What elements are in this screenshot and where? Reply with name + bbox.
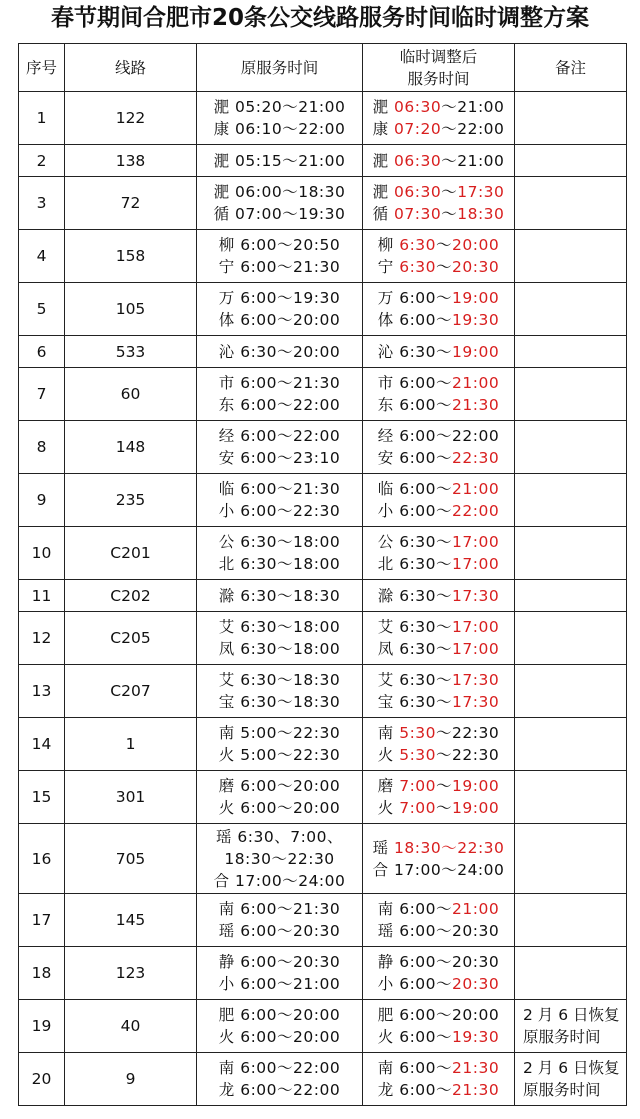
header-adjusted-line2: 服务时间: [407, 69, 470, 88]
note-cell: [515, 665, 627, 718]
time-text: 肥 6:00～20:00: [377, 1006, 500, 1024]
header-adjusted-line1: 临时调整后: [399, 47, 478, 66]
changed-time: 20:00: [452, 236, 500, 254]
original-time-line: 北 6:30～18:00: [218, 555, 341, 573]
header-route: 线路: [65, 44, 197, 92]
changed-time: 18:30～22:30: [394, 838, 505, 857]
table-row: [19, 230, 627, 283]
adjusted-time-line: [363, 669, 514, 691]
adjusted-time-line: [363, 898, 514, 920]
adjusted-time-line: [363, 722, 514, 744]
table-row: [19, 894, 627, 947]
time-text: ～: [436, 799, 453, 817]
original-time-cell: [197, 1053, 363, 1106]
adjusted-time-cell: [363, 177, 515, 230]
changed-time: 21:00: [452, 480, 500, 498]
time-text: 火 6:00～: [377, 1028, 453, 1046]
adjusted-time-line: [363, 744, 514, 766]
original-time-line: 小 6:00～21:00: [218, 975, 341, 993]
time-text: 凤 6:30～: [377, 640, 453, 658]
original-time-cell: [197, 336, 363, 368]
row-number: 1: [19, 92, 65, 145]
changed-time: 6:30: [399, 258, 437, 276]
time-text: 淝: [372, 98, 395, 116]
route-number: C202: [65, 580, 197, 612]
table-row: [19, 1000, 627, 1053]
time-text: 北 6:30～: [377, 555, 453, 573]
changed-time: 7:00: [399, 777, 437, 795]
time-text: 小 6:00～: [377, 975, 453, 993]
table-row: [19, 92, 627, 145]
original-time-cell: [197, 474, 363, 527]
changed-time: 5:30: [399, 724, 437, 742]
time-text: 循: [372, 205, 395, 223]
original-time-cell: [197, 580, 363, 612]
page-title: 春节期间合肥市20条公交线路服务时间临时调整方案: [50, 5, 589, 31]
table-row: [19, 368, 627, 421]
changed-time: 07:30: [394, 205, 442, 223]
table-row: [19, 145, 627, 177]
original-time-line: 淝 05:20～21:00: [213, 98, 346, 116]
original-time-line: 艾 6:30～18:30: [218, 671, 341, 689]
adjusted-time-cell: [363, 92, 515, 145]
table-row: [19, 580, 627, 612]
original-time-line: 静 6:00～20:30: [218, 953, 341, 971]
adjusted-time-line: [363, 1026, 514, 1048]
adjusted-time-line: [363, 691, 514, 713]
adjusted-time-line: [363, 859, 514, 881]
adjusted-time-line: [363, 287, 514, 309]
original-time-cell: [197, 527, 363, 580]
route-number: 145: [65, 894, 197, 947]
note-cell: [515, 92, 627, 145]
row-number: 5: [19, 283, 65, 336]
note-line: 原服务时间: [523, 1028, 601, 1046]
original-time-line: 火 5:00～22:30: [218, 746, 341, 764]
original-time-line: 安 6:00～23:10: [218, 449, 341, 467]
adjusted-time-line: [363, 203, 514, 225]
adjusted-time-line: [363, 256, 514, 278]
time-text: 磨: [377, 777, 400, 795]
time-text: 滁 6:30～: [377, 586, 453, 605]
adjusted-time-line: [363, 372, 514, 394]
original-time-cell: [197, 92, 363, 145]
table-row: [19, 474, 627, 527]
schedule-table: [18, 43, 627, 1106]
original-time-line: 南 6:00～22:00: [218, 1059, 341, 1077]
route-number: 148: [65, 421, 197, 474]
note-cell: [515, 145, 627, 177]
adjusted-time-cell: [363, 368, 515, 421]
time-text: ～: [436, 236, 453, 254]
time-text: 合 17:00～24:00: [372, 860, 505, 879]
changed-time: 19:30: [452, 311, 500, 329]
note-cell: [515, 771, 627, 824]
time-text: ～22:00: [441, 120, 505, 138]
changed-time: 20:30: [452, 975, 500, 993]
changed-time: 17:30: [452, 693, 500, 711]
original-time-line: 肥 6:00～20:00: [218, 1006, 341, 1024]
original-time-line: 小 6:00～22:30: [218, 502, 341, 520]
original-time-cell: [197, 612, 363, 665]
adjusted-time-cell: [363, 230, 515, 283]
adjusted-time-line: [363, 973, 514, 995]
original-time-line: 磨 6:00～20:00: [218, 777, 341, 795]
row-number: 3: [19, 177, 65, 230]
time-text: 市 6:00～: [377, 374, 453, 392]
original-time-line: 经 6:00～22:00: [218, 427, 341, 445]
row-number: 4: [19, 230, 65, 283]
time-text: 小 6:00～: [377, 502, 453, 520]
changed-time: 07:20: [394, 120, 442, 138]
adjusted-time-line: [363, 234, 514, 256]
changed-time: 21:00: [452, 374, 500, 392]
row-number: 20: [19, 1053, 65, 1106]
changed-time: 19:00: [452, 799, 500, 817]
original-time-cell: [197, 894, 363, 947]
original-time-line: 康 06:10～22:00: [213, 120, 346, 138]
adjusted-time-cell: [363, 1000, 515, 1053]
row-number: 16: [19, 824, 65, 894]
original-time-line: 南 5:00～22:30: [218, 724, 341, 742]
adjusted-time-cell: [363, 824, 515, 894]
changed-time: 19:00: [452, 342, 500, 361]
route-number: 301: [65, 771, 197, 824]
route-number: 1: [65, 718, 197, 771]
time-text: 火: [377, 799, 400, 817]
adjusted-time-line: [363, 585, 514, 607]
row-number: 9: [19, 474, 65, 527]
note-cell: [515, 230, 627, 283]
original-time-line: 宁 6:00～21:30: [218, 258, 341, 276]
changed-time: 17:30: [452, 586, 500, 605]
adjusted-time-cell: [363, 336, 515, 368]
note-cell: [515, 612, 627, 665]
adjusted-time-line: [363, 797, 514, 819]
changed-time: 20:30: [452, 258, 500, 276]
original-time-cell: [197, 824, 363, 894]
adjusted-time-line: [363, 775, 514, 797]
original-time-line: 淝 05:15～21:00: [213, 151, 346, 170]
row-number: 12: [19, 612, 65, 665]
time-text: 瑶: [372, 838, 395, 857]
adjusted-time-cell: [363, 527, 515, 580]
changed-time: 17:30: [457, 183, 505, 201]
original-time-cell: [197, 283, 363, 336]
table-row: [19, 336, 627, 368]
row-number: 18: [19, 947, 65, 1000]
original-time-line: 南 6:00～21:30: [218, 900, 341, 918]
row-number: 19: [19, 1000, 65, 1053]
adjusted-time-line: [363, 309, 514, 331]
original-time-line: 公 6:30～18:00: [218, 533, 341, 551]
original-time-line: 艾 6:30～18:00: [218, 618, 341, 636]
original-time-line: 柳 6:00～20:50: [218, 236, 341, 254]
changed-time: 21:30: [452, 1059, 500, 1077]
table-row: [19, 771, 627, 824]
table-row: [19, 947, 627, 1000]
time-text: 南 6:00～: [377, 1059, 453, 1077]
note-line: 2 月 6 日恢复: [523, 1006, 620, 1024]
original-time-cell: [197, 368, 363, 421]
route-number: 40: [65, 1000, 197, 1053]
original-time-cell: [197, 230, 363, 283]
adjusted-time-line: [363, 553, 514, 575]
note-cell: [515, 177, 627, 230]
time-text: 艾 6:30～: [377, 618, 453, 636]
changed-time: 7:00: [399, 799, 437, 817]
adjusted-time-line: [363, 920, 514, 942]
table-row: [19, 177, 627, 230]
adjusted-time-line: [363, 394, 514, 416]
adjusted-time-line: [363, 951, 514, 973]
adjusted-time-cell: [363, 665, 515, 718]
original-time-line: 火 6:00～20:00: [218, 799, 341, 817]
time-text: 静 6:00～20:30: [377, 953, 500, 971]
changed-time: 17:30: [452, 671, 500, 689]
time-text: 南: [377, 724, 400, 742]
note-cell: [515, 283, 627, 336]
table-row: [19, 527, 627, 580]
note-cell: [515, 718, 627, 771]
time-text: 公 6:30～: [377, 533, 453, 551]
changed-time: 21:00: [452, 900, 500, 918]
original-time-line: 体 6:00～20:00: [218, 311, 341, 329]
adjusted-time-cell: [363, 474, 515, 527]
time-text: ～22:30: [436, 746, 500, 764]
original-time-line: 东 6:00～22:00: [218, 396, 341, 414]
time-text: 龙 6:00～: [377, 1081, 453, 1099]
adjusted-time-line: [363, 341, 514, 363]
adjusted-time-line: [363, 616, 514, 638]
adjusted-time-line: [363, 118, 514, 140]
changed-time: 19:30: [452, 1028, 500, 1046]
route-number: C207: [65, 665, 197, 718]
original-time-line: 循 07:00～19:30: [213, 205, 346, 223]
table-row: [19, 718, 627, 771]
adjusted-time-cell: [363, 612, 515, 665]
note-cell: [515, 474, 627, 527]
changed-time: 22:30: [452, 449, 500, 467]
time-text: 柳: [377, 236, 400, 254]
route-number: 138: [65, 145, 197, 177]
route-number: 72: [65, 177, 197, 230]
header-no: 序号: [19, 44, 65, 92]
original-time-cell: [197, 947, 363, 1000]
header-row: [19, 44, 627, 92]
changed-time: 06:30: [394, 98, 442, 116]
note-cell: [515, 580, 627, 612]
time-text: 淝: [372, 183, 395, 201]
header-original-time: 原服务时间: [197, 44, 363, 92]
note-cell: [515, 421, 627, 474]
header-adjusted-time: [363, 44, 515, 92]
table-row: [19, 612, 627, 665]
adjusted-time-line: [363, 150, 514, 172]
adjusted-time-line: [363, 478, 514, 500]
time-text: ～: [441, 183, 458, 201]
time-text: 沁 6:30～: [377, 342, 453, 361]
time-text: 万 6:00～: [377, 289, 453, 307]
original-time-cell: [197, 177, 363, 230]
row-number: 13: [19, 665, 65, 718]
adjusted-time-line: [363, 531, 514, 553]
original-time-cell: [197, 421, 363, 474]
original-time-cell: [197, 665, 363, 718]
row-number: 8: [19, 421, 65, 474]
adjusted-time-cell: [363, 894, 515, 947]
time-text: ～21:00: [441, 151, 505, 170]
note-line: 2 月 6 日恢复: [523, 1059, 620, 1077]
changed-time: 06:30: [394, 151, 442, 170]
note-cell: [515, 1053, 627, 1106]
time-text: 火: [377, 746, 400, 764]
original-time-line: 18:30～22:30: [224, 849, 335, 868]
changed-time: 18:30: [457, 205, 505, 223]
row-number: 10: [19, 527, 65, 580]
original-time-line: 瑶 6:30、7:00、: [215, 827, 344, 846]
note-cell: [515, 527, 627, 580]
changed-time: 21:30: [452, 396, 500, 414]
time-text: 艾 6:30～: [377, 671, 453, 689]
original-time-cell: [197, 1000, 363, 1053]
original-time-line: 临 6:00～21:30: [218, 480, 341, 498]
changed-time: 06:30: [394, 183, 442, 201]
time-text: ～: [441, 205, 458, 223]
route-number: 60: [65, 368, 197, 421]
adjusted-time-cell: [363, 1053, 515, 1106]
changed-time: 17:00: [452, 618, 500, 636]
adjusted-time-line: [363, 425, 514, 447]
note-cell: [515, 824, 627, 894]
time-text: 淝: [372, 151, 395, 170]
adjusted-time-line: [363, 1079, 514, 1101]
time-text: 康: [372, 120, 395, 138]
adjusted-time-line: [363, 500, 514, 522]
table-row: [19, 283, 627, 336]
original-time-line: 市 6:00～21:30: [218, 374, 341, 392]
adjusted-time-line: [363, 638, 514, 660]
changed-time: 17:00: [452, 640, 500, 658]
adjusted-time-line: [363, 1057, 514, 1079]
route-number: 105: [65, 283, 197, 336]
note-cell: [515, 336, 627, 368]
time-text: 宁: [377, 258, 400, 276]
time-text: 体 6:00～: [377, 311, 453, 329]
changed-time: 17:00: [452, 555, 500, 573]
original-time-line: 瑶 6:00～20:30: [218, 922, 341, 940]
row-number: 17: [19, 894, 65, 947]
time-text: 东 6:00～: [377, 396, 453, 414]
route-number: 705: [65, 824, 197, 894]
original-time-line: 沁 6:30～20:00: [218, 342, 341, 361]
route-number: C201: [65, 527, 197, 580]
adjusted-time-cell: [363, 771, 515, 824]
note-cell: [515, 947, 627, 1000]
adjusted-time-cell: [363, 421, 515, 474]
row-number: 15: [19, 771, 65, 824]
time-text: ～22:30: [436, 724, 500, 742]
original-time-cell: [197, 771, 363, 824]
table-row: [19, 1053, 627, 1106]
original-time-cell: [197, 145, 363, 177]
route-number: 122: [65, 92, 197, 145]
row-number: 7: [19, 368, 65, 421]
time-text: ～: [436, 777, 453, 795]
changed-time: 19:00: [452, 289, 500, 307]
route-number: C205: [65, 612, 197, 665]
original-time-line: 火 6:00～20:00: [218, 1028, 341, 1046]
time-text: 临 6:00～: [377, 480, 453, 498]
note-cell: [515, 894, 627, 947]
adjusted-time-line: [363, 181, 514, 203]
route-number: 9: [65, 1053, 197, 1106]
changed-time: 17:00: [452, 533, 500, 551]
changed-time: 22:00: [452, 502, 500, 520]
note-cell: [515, 1000, 627, 1053]
original-time-line: 万 6:00～19:30: [218, 289, 341, 307]
table-row: [19, 824, 627, 894]
changed-time: 19:00: [452, 777, 500, 795]
adjusted-time-line: [363, 837, 514, 859]
original-time-line: 合 17:00～24:00: [213, 871, 346, 890]
row-number: 6: [19, 336, 65, 368]
row-number: 14: [19, 718, 65, 771]
original-time-line: 淝 06:00～18:30: [213, 183, 346, 201]
original-time-line: 宝 6:30～18:30: [218, 693, 341, 711]
time-text: ～21:00: [441, 98, 505, 116]
route-number: 533: [65, 336, 197, 368]
original-time-line: 滁 6:30～18:30: [218, 586, 341, 605]
changed-time: 6:30: [399, 236, 437, 254]
adjusted-time-line: [363, 1004, 514, 1026]
table-body: [19, 92, 627, 1106]
row-number: 2: [19, 145, 65, 177]
route-number: 158: [65, 230, 197, 283]
route-number: 123: [65, 947, 197, 1000]
original-time-line: 凤 6:30～18:00: [218, 640, 341, 658]
changed-time: 5:30: [399, 746, 437, 764]
time-text: 瑶 6:00～20:30: [377, 922, 500, 940]
adjusted-time-cell: [363, 718, 515, 771]
changed-time: 21:30: [452, 1081, 500, 1099]
table-row: [19, 665, 627, 718]
time-text: 宝 6:30～: [377, 693, 453, 711]
original-time-line: 龙 6:00～22:00: [218, 1081, 341, 1099]
route-number: 235: [65, 474, 197, 527]
adjusted-time-cell: [363, 283, 515, 336]
time-text: 经 6:00～22:00: [377, 427, 500, 445]
header-note: 备注: [515, 44, 627, 92]
adjusted-time-line: [363, 96, 514, 118]
table-row: [19, 421, 627, 474]
note-line: 原服务时间: [523, 1081, 601, 1099]
time-text: 安 6:00～: [377, 449, 453, 467]
adjusted-time-cell: [363, 145, 515, 177]
original-time-cell: [197, 718, 363, 771]
row-number: 11: [19, 580, 65, 612]
adjusted-time-cell: [363, 947, 515, 1000]
note-cell: [515, 368, 627, 421]
time-text: ～: [436, 258, 453, 276]
time-text: 南 6:00～: [377, 900, 453, 918]
adjusted-time-cell: [363, 580, 515, 612]
adjusted-time-line: [363, 447, 514, 469]
